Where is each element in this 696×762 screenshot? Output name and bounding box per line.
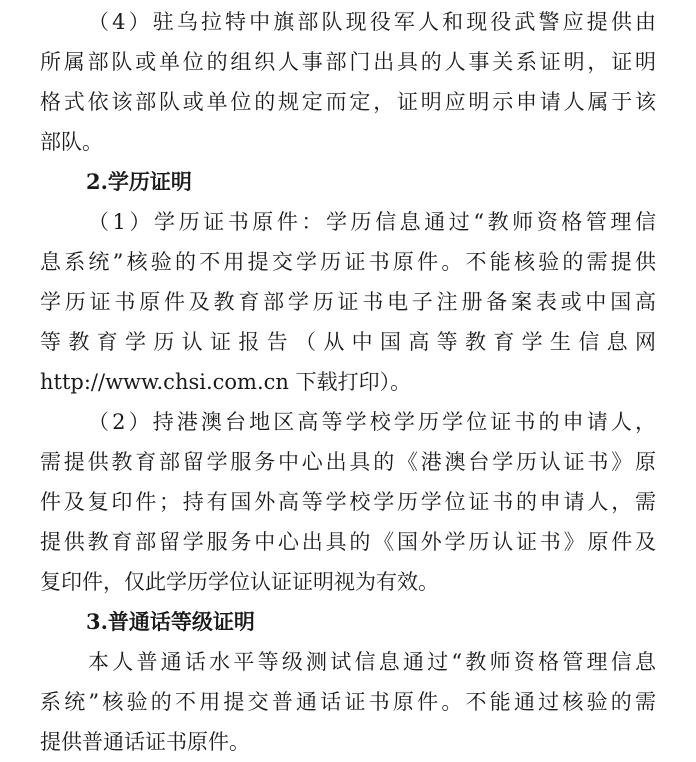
paragraph-line: 提供教育部留学服务中心出具的《国外学历认证书》原件及 bbox=[40, 530, 656, 554]
paragraph-line: 息系统”核验的不用提交学历证书原件。不能核验的需提供 bbox=[40, 250, 656, 274]
paragraph-line: 提供普通话证书原件。 bbox=[40, 730, 250, 754]
paragraph-line: （4）驻乌拉特中旗部队现役军人和现役武警应提供由 bbox=[88, 10, 656, 34]
paragraph-line: 所属部队或单位的组织人事部门出具的人事关系证明，证明 bbox=[40, 50, 656, 74]
paragraph-line: （2）持港澳台地区高等学校学历学位证书的申请人， bbox=[88, 410, 656, 434]
paragraph-line: 学历证书原件及教育部学历证书电子注册备案表或中国高 bbox=[40, 290, 656, 314]
paragraph-line: http://www.chsi.com.cn 下载打印）。 bbox=[40, 370, 412, 394]
paragraph-line: 本人普通话水平等级测试信息通过“教师资格管理信息 bbox=[88, 650, 656, 674]
paragraph-line: 需提供教育部留学服务中心出具的《港澳台学历认证书》原 bbox=[40, 450, 656, 474]
paragraph-line: 部队。 bbox=[40, 130, 103, 154]
paragraph-line: 格式依该部队或单位的规定而定，证明应明示申请人属于该 bbox=[40, 90, 656, 114]
paragraph-line: （1）学历证书原件：学历信息通过“教师资格管理信 bbox=[88, 210, 656, 234]
paragraph-line: 系统”核验的不用提交普通话证书原件。不能通过核验的需 bbox=[40, 690, 656, 714]
paragraph-line: 等教育学历认证报告（从中国高等教育学生信息网 bbox=[40, 330, 656, 354]
section-heading: 2.学历证明 bbox=[86, 169, 192, 194]
paragraph-line: 复印件，仅此学历学位认证证明视为有效。 bbox=[40, 570, 439, 594]
section-heading: 3.普通话等级证明 bbox=[86, 609, 255, 634]
paragraph-line: 件及复印件；持有国外高等学校学历学位证书的申请人，需 bbox=[40, 490, 656, 514]
